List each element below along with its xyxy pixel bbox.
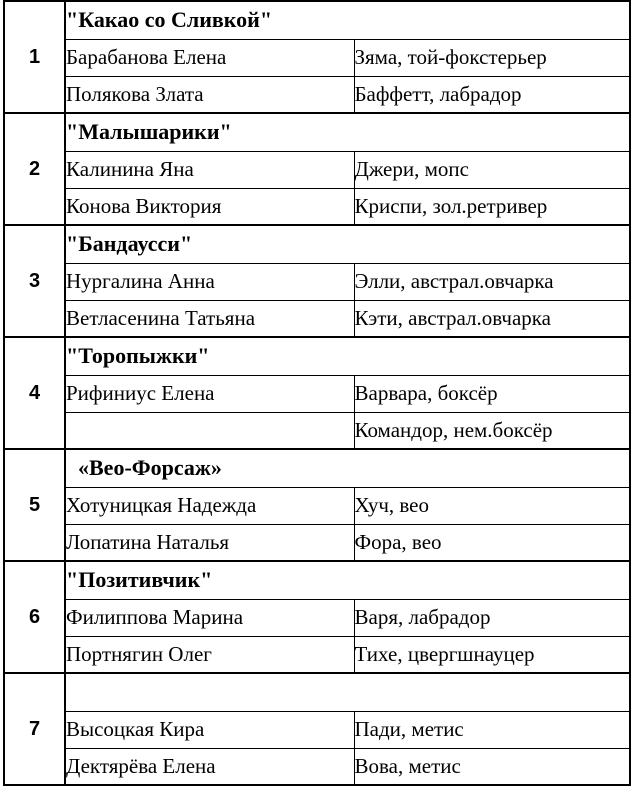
team-name: "Позитивчик": [65, 561, 630, 599]
dog-info: Фора, вео: [354, 524, 630, 561]
owner-name: Портнягин Олег: [65, 636, 354, 673]
team-name: "Какао со Сливкой": [65, 1, 630, 39]
owner-name: Нургалина Анна: [65, 263, 354, 300]
owner-name: Высоцкая Кира: [65, 711, 354, 748]
team-row: [4, 225, 630, 263]
owner-name: Дектярёва Елена: [65, 748, 354, 785]
owner-name: Лопатина Наталья: [65, 524, 354, 561]
owner-name: [65, 412, 354, 449]
owner-name: Ветласенина Татьяна: [65, 300, 354, 337]
teams-table: [3, 0, 631, 786]
team-row: [4, 561, 630, 599]
dog-info: Вова, метис: [354, 748, 630, 785]
owner-name: Рифиниус Елена: [65, 375, 354, 412]
team-number: 1: [4, 1, 65, 113]
team-name: "Торопыжки": [65, 337, 630, 375]
member-row: [4, 711, 630, 748]
dog-info: Варвара, боксёр: [354, 375, 630, 412]
owner-name: Калинина Яна: [65, 151, 354, 188]
member-row: [4, 263, 630, 300]
team-row: [4, 113, 630, 151]
team-name: "Малышарики": [65, 113, 630, 151]
owner-name: Полякова Злата: [65, 76, 354, 113]
owner-name: Филиппова Марина: [65, 599, 354, 636]
team-name: [65, 673, 630, 711]
dog-info: Командор, нем.боксёр: [354, 412, 630, 449]
member-row: [4, 748, 630, 785]
dog-info: Элли, австрал.овчарка: [354, 263, 630, 300]
member-row: [4, 39, 630, 76]
team-row: [4, 673, 630, 711]
team-number: 4: [4, 337, 65, 449]
team-name: «Вео-Форсаж»: [65, 449, 630, 487]
owner-name: Хотуницкая Надежда: [65, 487, 354, 524]
team-number: 5: [4, 449, 65, 561]
team-name: "Бандаусси": [65, 225, 630, 263]
member-row: [4, 412, 630, 449]
member-row: [4, 188, 630, 225]
member-row: [4, 487, 630, 524]
team-row: [4, 337, 630, 375]
team-row: [4, 1, 630, 39]
team-row: [4, 449, 630, 487]
dog-info: Зяма, той-фокстерьер: [354, 39, 630, 76]
team-number: 2: [4, 113, 65, 225]
dog-info: Криспи, зол.ретривер: [354, 188, 630, 225]
owner-name: Барабанова Елена: [65, 39, 354, 76]
member-row: [4, 636, 630, 673]
member-row: [4, 524, 630, 561]
team-number: 6: [4, 561, 65, 673]
team-number: 7: [4, 673, 65, 785]
dog-info: Пади, метис: [354, 711, 630, 748]
dog-info: Джери, мопс: [354, 151, 630, 188]
dog-info: Кэти, австрал.овчарка: [354, 300, 630, 337]
dog-info: Тихе, цвергшнауцер: [354, 636, 630, 673]
dog-info: Варя, лабрадор: [354, 599, 630, 636]
member-row: [4, 300, 630, 337]
member-row: [4, 375, 630, 412]
member-row: [4, 76, 630, 113]
document-page: [3, 0, 629, 799]
team-number: 3: [4, 225, 65, 337]
member-row: [4, 599, 630, 636]
owner-name: Конова Виктория: [65, 188, 354, 225]
dog-info: Баффетт, лабрадор: [354, 76, 630, 113]
member-row: [4, 151, 630, 188]
dog-info: Хуч, вео: [354, 487, 630, 524]
